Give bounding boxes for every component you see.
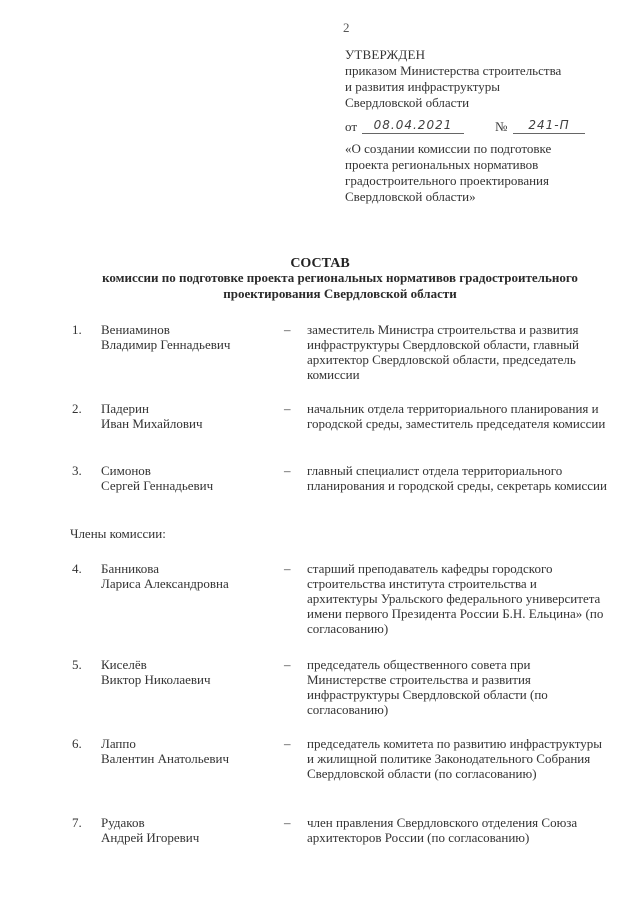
- member-dash: –: [284, 657, 291, 672]
- member-number: 6.: [72, 736, 82, 751]
- member-number: 4.: [72, 561, 82, 576]
- subject-line: проекта региональных нормативов: [345, 157, 539, 172]
- subject-line: градостроительного проектирования: [345, 173, 549, 188]
- members-label: Члены комиссии:: [70, 526, 166, 541]
- member-given-names: Сергей Геннадьевич: [101, 478, 214, 493]
- approval-subject: [345, 141, 615, 205]
- number-label: №: [495, 119, 508, 134]
- document-subtitle: [70, 270, 610, 302]
- subject-line: Свердловской области»: [345, 189, 476, 204]
- subtitle-line: проектирования Свердловской области: [223, 286, 457, 301]
- member-description: заместитель Министра строительства и развития инфраструктуры Свердловской области, главный архитектор Свердловской области, председатель комиссии: [307, 322, 579, 382]
- member-description: председатель общественного совета при Министерстве строительства и развития инфраструктуры Свердловской области (по согласованию): [307, 657, 548, 717]
- member-surname: Лаппо: [101, 736, 136, 751]
- document-title: СОСТАВ: [290, 256, 350, 271]
- member-given-names: Андрей Игоревич: [101, 830, 200, 845]
- member-dash: –: [284, 561, 291, 576]
- subtitle-line: комиссии по подготовке проекта региональных нормативов градостроительного: [102, 270, 578, 285]
- approval-line: и развития инфраструктуры: [345, 79, 501, 94]
- member-given-names: Владимир Геннадьевич: [101, 337, 231, 352]
- member-given-names: Виктор Николаевич: [101, 672, 211, 687]
- member-number: 1.: [72, 322, 82, 337]
- member-dash: –: [284, 463, 291, 478]
- date-label: от: [345, 119, 358, 134]
- member-given-names: Иван Михайлович: [101, 416, 203, 431]
- member-name: [101, 401, 281, 431]
- member-name: [101, 657, 281, 687]
- member-dash: –: [284, 736, 291, 751]
- member-dash: –: [284, 815, 291, 830]
- member-name: [101, 815, 281, 845]
- approval-stamp-block: [345, 47, 615, 205]
- member-description: главный специалист отдела территориального планирования и городской среды, секретарь комиссии: [307, 463, 607, 493]
- handwritten-number: 241-П: [513, 117, 585, 134]
- member-number: 2.: [72, 401, 82, 416]
- member-description: член правления Свердловского отделения Союза архитекторов России (по согласованию): [307, 815, 578, 845]
- member-dash: –: [284, 322, 291, 337]
- member-surname: Вениаминов: [101, 322, 170, 337]
- member-name: [101, 736, 281, 766]
- member-name: [101, 561, 281, 591]
- member-number: 3.: [72, 463, 82, 478]
- approval-date-row: [345, 117, 615, 137]
- member-given-names: Валентин Анатольевич: [101, 751, 230, 766]
- member-description: председатель комитета по развитию инфраструктуры и жилищной политике Законодательного Собрания Свердловской области (по согласованию): [307, 736, 603, 781]
- member-name: [101, 322, 281, 352]
- member-description: старший преподаватель кафедры городского строительства института строительства и архитектуры Уральского федерального университета имени первого Президента России Б.Н. Ельцина» (по согласованию): [307, 561, 604, 636]
- member-surname: Рудаков: [101, 815, 145, 830]
- member-given-names: Лариса Александровна: [101, 576, 229, 591]
- member-surname: Банникова: [101, 561, 159, 576]
- page-number: 2: [343, 20, 350, 35]
- member-surname: Симонов: [101, 463, 151, 478]
- member-surname: Падерин: [101, 401, 149, 416]
- subject-line: «О создании комиссии по подготовке: [345, 141, 552, 156]
- member-description: начальник отдела территориального планирования и городской среды, заместитель председателя комиссии: [307, 401, 606, 431]
- member-surname: Киселёв: [101, 657, 147, 672]
- approval-line: приказом Министерства строительства: [345, 63, 562, 78]
- approval-heading: УТВЕРЖДЕН: [345, 47, 426, 62]
- approval-line: Свердловской области: [345, 95, 470, 110]
- member-number: 5.: [72, 657, 82, 672]
- member-number: 7.: [72, 815, 82, 830]
- member-dash: –: [284, 401, 291, 416]
- handwritten-date: 08.04.2021: [362, 117, 464, 134]
- member-name: [101, 463, 281, 493]
